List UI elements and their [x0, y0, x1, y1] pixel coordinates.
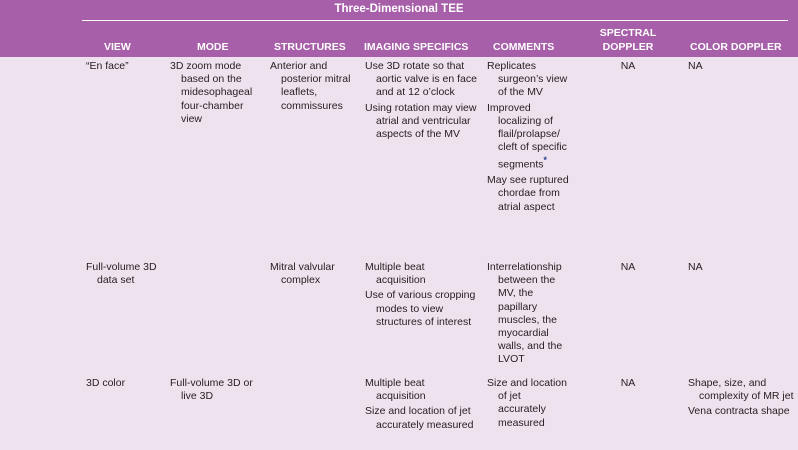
title-rule	[82, 20, 788, 21]
row1-mode: 3D zoom mode based on the midesophageal four-chamber view	[170, 60, 253, 125]
col-header-structures: STRUCTURES	[274, 41, 346, 53]
col-header-mode: MODE	[197, 41, 229, 53]
row3-structures	[270, 377, 358, 379]
row1-view: “En face”	[86, 60, 129, 72]
row1-structures: Anterior and posterior mitral leaflets, commissures	[270, 60, 351, 112]
row1-comments: Replicates surgeon’s view of the MV Improved localizing of flail/prolapse/ cleft of specific segments* May see ruptured chordae from atrial aspect	[487, 60, 569, 213]
col-header-spectral	[596, 28, 660, 53]
row1-spectral: NA	[620, 60, 636, 72]
row1-imaging: Use 3D rotate so that aortic valve is en face and at 12 o’clock Using rotation may view atrial and ventricular aspects of the MV	[365, 60, 477, 141]
row2-color: NA	[688, 261, 703, 273]
row3-mode: Full-volume 3D or live 3D	[170, 377, 253, 403]
row2-view: Full-volume 3D data set	[86, 261, 157, 287]
row3-imaging: Multiple beat acquisition Size and location of jet accurately measured	[365, 377, 474, 431]
col-header-color: COLOR DOPPLER	[690, 41, 782, 53]
row1-color: NA	[688, 60, 703, 72]
row3-spectral: NA	[620, 377, 636, 389]
row3-color: Shape, size, and complexity of MR jet Vena contracta shape	[688, 377, 794, 418]
table-title: Three-Dimensional TEE	[334, 3, 464, 15]
col-header-spectral-line1: SPECTRAL	[599, 27, 657, 39]
col-header-spectral-line2: DOPPLER	[602, 41, 654, 53]
row3-comments: Size and location of jet accurately measured	[487, 377, 567, 429]
col-header-imaging: IMAGING SPECIFICS	[364, 41, 469, 53]
row3-view: 3D color	[86, 377, 126, 389]
table-header-band	[0, 0, 798, 57]
col-header-comments: COMMENTS	[493, 41, 555, 53]
row2-structures: Mitral valvular complex	[270, 261, 335, 287]
row2-imaging: Multiple beat acquisition Use of various cropping modes to view structures of interest	[365, 261, 476, 328]
col-header-view: VIEW	[104, 41, 131, 53]
row2-mode	[170, 261, 265, 263]
row2-comments: Interrelationship between the MV, the papillary muscles, the myocardial walls, and the LVOT	[487, 261, 563, 366]
footnote-ref: *	[543, 155, 547, 166]
row2-spectral: NA	[620, 261, 636, 273]
